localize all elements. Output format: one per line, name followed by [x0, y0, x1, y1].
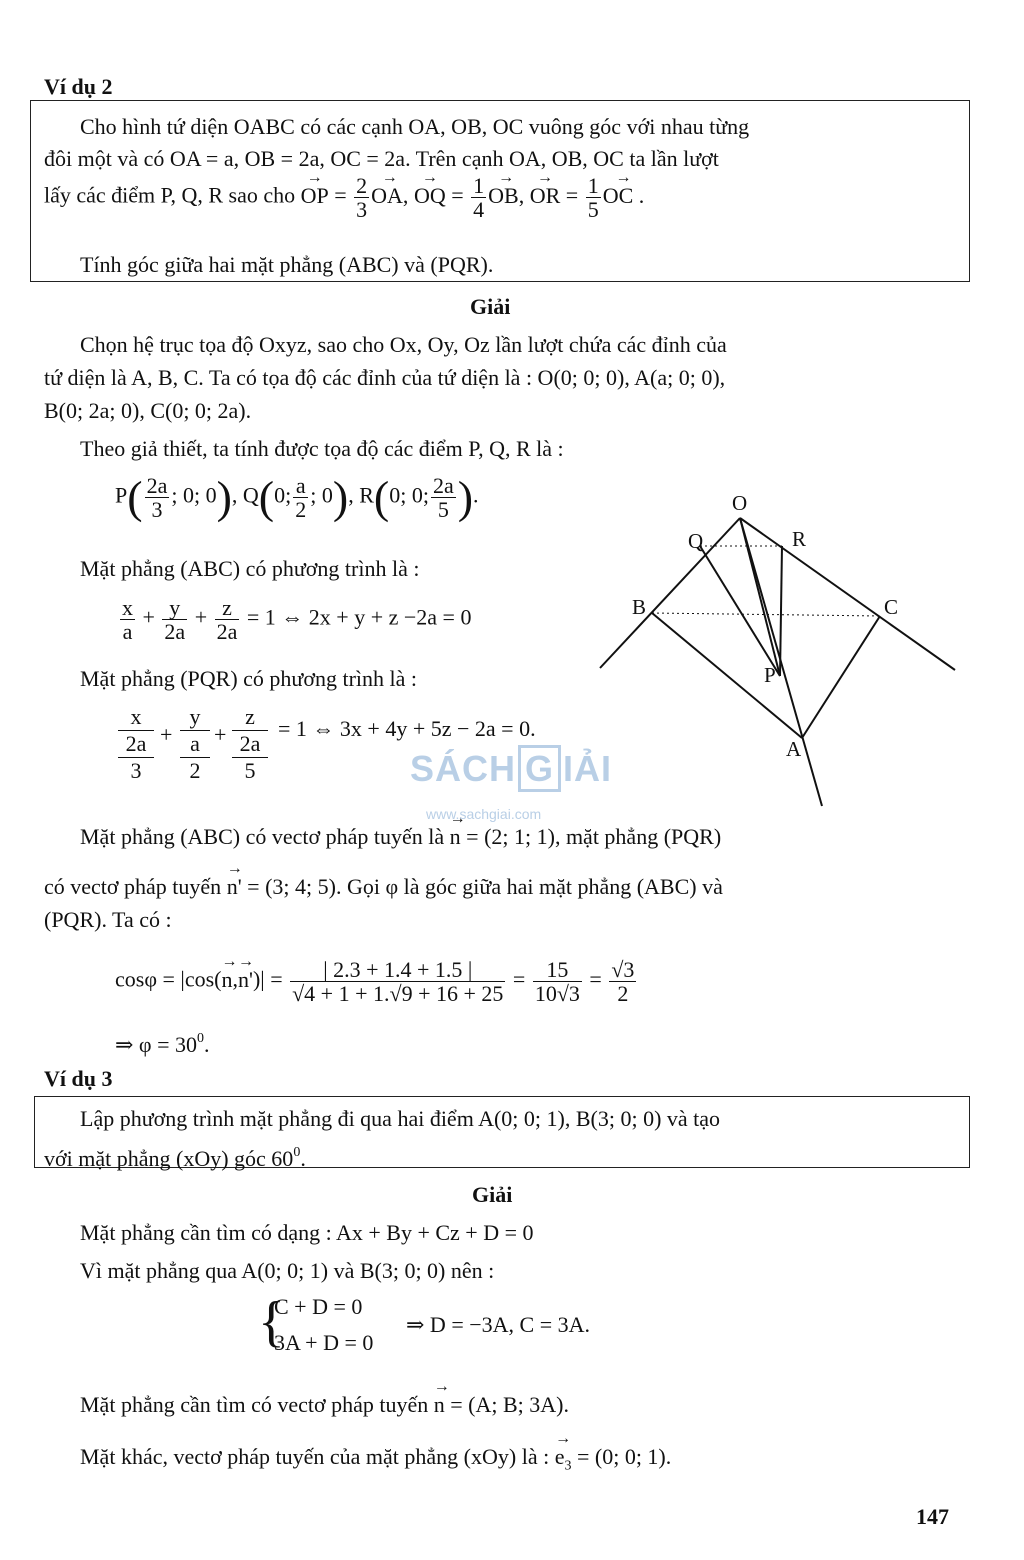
numerator: z [245, 704, 255, 729]
numerator: y [162, 596, 187, 620]
solution-heading: Giải [470, 294, 511, 319]
point-q-label: Q [242, 482, 259, 508]
separator: , [231, 482, 238, 508]
end-dot: . [473, 482, 479, 508]
equals-sign: = [589, 966, 602, 992]
label-p: P [764, 663, 776, 687]
label-q: Q [688, 529, 704, 553]
coord-pre: 0; [274, 482, 292, 508]
edge-bc-dashed [652, 613, 880, 616]
cos-rhs: )| = [252, 966, 283, 992]
separator: , [348, 482, 354, 508]
numerator: 1 [587, 173, 599, 198]
watermark-logo [410, 748, 612, 790]
watermark-text: SÁCH [410, 748, 517, 789]
fraction [290, 958, 505, 1005]
problem-line [44, 1136, 306, 1176]
normal-line-2 [44, 870, 723, 904]
point-r-label: R [359, 482, 374, 508]
equation-rhs: = 1 ⇔ 3x + 4y + 5z − 2a = 0. [278, 716, 536, 741]
fraction [471, 174, 486, 221]
fraction [145, 474, 170, 521]
numerator: 1 [473, 173, 485, 198]
denominator: 3 [356, 197, 368, 223]
system-eq-1: C + D = 0 [274, 1294, 363, 1319]
solution-line: B(0; 2a; 0), C(0; 0; 2a). [44, 398, 252, 423]
result-text: ⇒ φ = 30 [115, 1032, 198, 1057]
equals-sign: = [512, 966, 526, 992]
fraction [533, 958, 582, 1005]
e3-symbol: e [554, 1444, 565, 1469]
denominator: 2a [164, 619, 186, 645]
vector-n: → n [450, 820, 461, 854]
compound-fraction [232, 704, 268, 784]
numerator: 2 [356, 173, 368, 198]
denominator: √4 + 1 + 1.√9 + 16 + 25 [292, 981, 504, 1007]
edge-qp [700, 546, 780, 676]
system-result: ⇒ D = −3A, C = 3A. [406, 1312, 590, 1337]
coord-rest: ; 0 [310, 482, 333, 508]
e3-text: = (0; 0; 1). [576, 1444, 672, 1469]
vector-or: → OR [530, 181, 561, 211]
fraction [215, 596, 240, 643]
point-coordinates: P( $\frac{2a}{3}$ ; 0; 0), Q(0; $\frac{a}{2}$ ; 0), R(0; 0; $\frac{2a}{5}$ ). [115, 471, 479, 523]
numerator: x [130, 704, 142, 729]
equation-system: { C + D = 0 3A + D = 0 ⇒ D = −3A, C = 3A. [258, 1291, 590, 1355]
fraction [586, 174, 601, 221]
vector-oa: → OA, [371, 181, 408, 211]
numerator: 2a [432, 473, 454, 498]
coord-pre: 0; 0; [389, 482, 429, 508]
watermark-url: www.sachgiai.com [426, 806, 542, 822]
fraction [293, 474, 308, 521]
numerator: 2a [146, 473, 168, 498]
numerator: y [189, 704, 201, 729]
vector-n-prime: → n' [238, 965, 253, 995]
normal-line-1 [80, 820, 721, 854]
problem-line: đôi một và có OA = a, OB = 2a, OC = 2a. Trên cạnh OA, OB, OC ta lần lượt [44, 146, 719, 171]
edge-ob [600, 518, 740, 668]
numerator: x [122, 595, 133, 620]
vector-ob: → OB, [488, 181, 524, 211]
solution-line: Theo giả thiết, ta tính được tọa độ các điểm P, Q, R là : [80, 436, 564, 461]
example-3-heading: Ví dụ 3 [44, 1066, 113, 1091]
vector-n: → n [434, 1388, 445, 1422]
normal-line-3: (PQR). Ta có : [44, 907, 172, 932]
abc-plane-text: Mặt phẳng (ABC) có phương trình là : [80, 556, 420, 581]
vector-oc: → OC . [603, 181, 645, 211]
watermark-g: G [518, 745, 561, 792]
equals-sign: = [565, 182, 579, 208]
fraction [609, 958, 636, 1005]
system-eq-2: 3A + D = 0 [274, 1330, 374, 1355]
denominator: 5 [437, 497, 449, 523]
numerator: | 2.3 + 1.4 + 1.5 | [290, 958, 505, 982]
denominator: 4 [473, 197, 485, 223]
equals-sign: = [334, 182, 347, 208]
fraction [354, 174, 369, 221]
normal-text: Mặt phẳng (ABC) có vectơ pháp tuyến là [80, 824, 445, 849]
edge-rp [780, 546, 782, 676]
denominator: 2 [189, 758, 201, 783]
mid-numerator: 2a [232, 730, 268, 758]
fraction [431, 474, 456, 521]
cos-sep: , [232, 966, 238, 992]
fraction [120, 596, 135, 643]
tetrahedron-diagram [590, 488, 990, 818]
numerator: 15 [533, 958, 582, 982]
equals-sign: = [451, 182, 464, 208]
denominator: 2 [295, 497, 307, 523]
e3-subscript: 3 [564, 1458, 572, 1474]
numerator: z [215, 596, 240, 620]
degree: 0 [293, 1145, 301, 1160]
compound-fraction [180, 704, 210, 784]
label-b: B [632, 595, 647, 619]
example-2-heading: Ví dụ 2 [44, 74, 113, 99]
pqr-plane-text: Mặt phẳng (PQR) có phương trình là : [80, 666, 418, 691]
coord-rest: ; 0; 0 [171, 482, 217, 508]
result-line [115, 1022, 210, 1062]
equation-rhs: = 1 ⇔ 2x + y + z −2a = 0 [246, 604, 472, 630]
watermark-text: IẢI [563, 748, 613, 789]
numerator: √3 [611, 957, 635, 982]
page-number: 147 [916, 1504, 949, 1529]
solution-line: tứ diện là A, B, C. Ta có tọa độ các đỉnh của tứ diện là : O(0; 0; 0), A(a; 0; 0), [44, 365, 726, 390]
label-r: R [792, 527, 807, 551]
solution-line: Vì mặt phẳng qua A(0; 0; 1) và B(3; 0; 0) nên : [80, 1258, 495, 1283]
normal-text: = (A; B; 3A). [450, 1392, 569, 1417]
problem-line: Cho hình tứ diện OABC có các cạnh OA, OB, OC vuông góc với nhau từng [80, 114, 750, 139]
edge-ca [802, 616, 880, 738]
normal-text: = (2; 1; 1), mặt phẳng (PQR) [466, 824, 722, 849]
solution-line: Mặt phẳng cần tìm có dạng : Ax + By + Cz + D = 0 [80, 1220, 534, 1245]
numerator: a [293, 474, 308, 498]
denominator: 3 [130, 758, 142, 783]
normal-text: Mặt phẳng cần tìm có vectơ pháp tuyến [80, 1392, 429, 1417]
cos-lhs: cosφ = |cos( [115, 966, 222, 992]
normal-text: có vectơ pháp tuyến [44, 874, 222, 899]
e3-text: Mặt khác, vectơ pháp tuyến của mặt phẳng (xOy) là : [80, 1444, 550, 1469]
mid-numerator: 2a [118, 730, 154, 758]
cosine-formula [115, 958, 638, 1005]
normal-text: = (3; 4; 5). Gọi φ là góc giữa hai mặt phẳng (ABC) và [247, 874, 723, 899]
abc-equation: $\frac{x}{a}$ + $\frac{y}{2a}$ + $\frac{z}{2a}$ = 1 ⇔ 2x + y + z −2a = 0 [122, 595, 472, 645]
end-dot: . [204, 1032, 210, 1057]
fraction [162, 596, 187, 643]
denominator: 3 [151, 497, 163, 523]
denominator: 5 [587, 197, 599, 223]
problem-text: với mặt phẳng (xOy) góc 60 [44, 1146, 294, 1171]
vector-e3 [555, 1440, 572, 1483]
point-p-label: P [115, 482, 128, 508]
e3-line [80, 1440, 671, 1483]
mid-numerator: a [180, 730, 210, 758]
denominator: 2a [216, 619, 238, 645]
solution-heading: Giải [472, 1182, 513, 1207]
denominator: 10√3 [534, 981, 580, 1007]
problem-text: lấy các điểm P, Q, R sao cho [44, 182, 296, 208]
end-dot: . [300, 1146, 306, 1171]
pqr-equation: x 2a 3 + y a 2 + z 2a 5 = 1 ⇔ 3x + 4y + 5z − 2a = 0. [118, 704, 618, 800]
denominator: 5 [244, 758, 256, 783]
vector-n: → n [222, 965, 233, 995]
denominator: 2 [617, 981, 629, 1007]
problem-line: Lập phương trình mặt phẳng đi qua hai điểm A(0; 0; 1), B(3; 0; 0) và tạo [80, 1106, 721, 1131]
label-a: A [786, 737, 802, 761]
denominator: a [122, 619, 133, 645]
label-o: O [732, 491, 748, 515]
solution-line: Chọn hệ trục tọa độ Oxyz, sao cho Ox, Oy, Oz lần lượt chứa các đỉnh của [80, 332, 727, 357]
normal-line [80, 1388, 569, 1422]
question-text: Tính góc giữa hai mặt phẳng (ABC) và (PQR). [80, 252, 494, 277]
compound-fraction [118, 704, 154, 784]
vector-op: → OP [301, 181, 329, 211]
label-c: C [884, 595, 899, 619]
problem-line-vectors [44, 174, 644, 221]
vector-oq: → OQ [414, 181, 446, 211]
degree: 0 [197, 1031, 205, 1046]
vector-n-prime: → n' [227, 870, 242, 904]
